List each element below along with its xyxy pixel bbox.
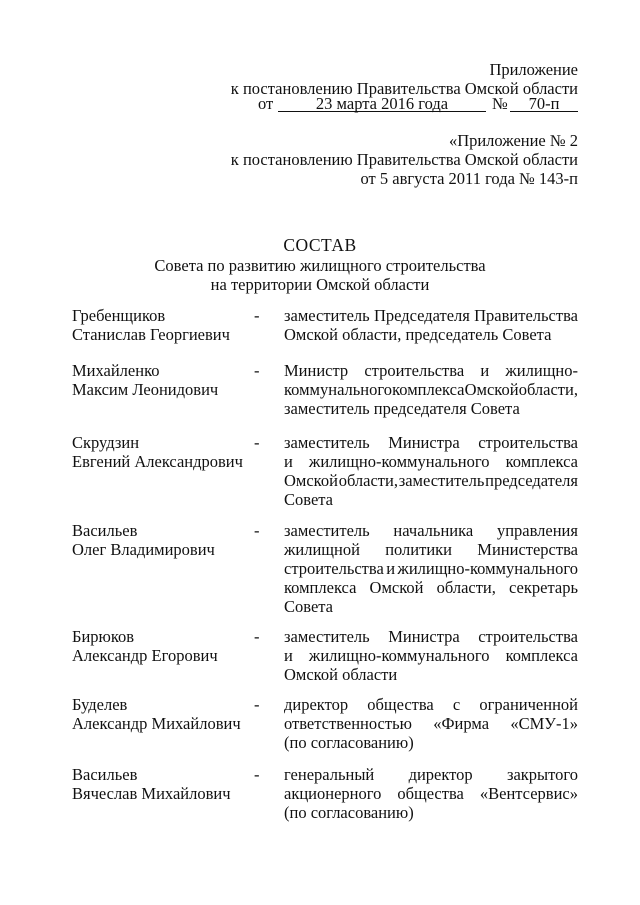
member-name (72, 522, 252, 560)
title-line-3: на территории Омской области (210, 275, 430, 294)
number-field: 70-п (510, 95, 578, 112)
position-line (284, 491, 578, 510)
member-dash: - (254, 765, 260, 784)
member-surname: Васильев (72, 521, 138, 540)
position-word: Министра (388, 627, 460, 646)
position-word: Совета (284, 597, 334, 616)
position-word: председателя (485, 471, 578, 490)
position-line (284, 362, 578, 381)
position-line (284, 453, 578, 472)
position-word: области, (518, 380, 578, 399)
position-word: комплекса (392, 380, 465, 399)
member-position (284, 434, 578, 510)
position-line (284, 734, 578, 753)
position-word: Омской области, председатель Совета (284, 325, 552, 344)
position-word: комплекса (284, 578, 357, 597)
member-dash: - (254, 521, 260, 540)
title-line-2: Совета по развитию жилищного строительства (154, 256, 486, 275)
position-word: Совета (284, 490, 334, 509)
member-surname: Скрудзин (72, 433, 140, 452)
position-word: ограниченной (479, 695, 578, 714)
position-word: Министр (284, 361, 349, 380)
member-given-names: Вячеслав Михайлович (72, 784, 231, 803)
quote-appendix-to: к постановлению Правительства Омской области (230, 150, 578, 169)
member-name (72, 628, 252, 666)
position-word: Омской (464, 380, 519, 399)
position-line (284, 381, 578, 400)
position-line (284, 628, 578, 647)
position-word: и (284, 452, 293, 471)
member-dash: - (254, 361, 260, 380)
position-word: заместитель председателя Совета (284, 399, 520, 418)
member-dash: - (254, 627, 260, 646)
number-label: № (492, 94, 508, 113)
member-name (72, 766, 252, 804)
position-line (284, 434, 578, 453)
position-line (284, 647, 578, 666)
position-word: Министра (388, 433, 460, 452)
position-word: и (386, 559, 396, 578)
position-word: закрытого (506, 765, 578, 784)
position-line (284, 307, 578, 326)
position-line (284, 666, 578, 685)
member-name (72, 307, 252, 345)
position-word: строительства (364, 361, 465, 380)
member-dash: - (254, 695, 260, 714)
position-word: Омской (284, 471, 338, 490)
position-line (284, 766, 578, 785)
position-word: и (284, 646, 293, 665)
position-word: директор (408, 765, 473, 784)
position-word: жилищной (284, 540, 360, 559)
member-given-names: Александр Егорович (72, 646, 218, 665)
position-word: заместитель (284, 433, 370, 452)
member-surname: Гребенщиков (72, 306, 166, 325)
position-word: заместитель (284, 521, 370, 540)
quote-appendix-label: «Приложение № 2 (448, 131, 578, 150)
member-name (72, 696, 252, 734)
quote-appendix-date: от 5 августа 2011 года № 143-п (360, 169, 578, 188)
member-position (284, 696, 578, 753)
position-word: ответственностью (284, 714, 412, 733)
position-word: заместитель (284, 627, 370, 646)
position-word: Председателя (373, 306, 470, 325)
member-position (284, 307, 578, 345)
position-word: начальника (393, 521, 474, 540)
position-word: политики (385, 540, 453, 559)
position-word: «Фирма (433, 714, 490, 733)
member-dash: - (254, 433, 260, 452)
position-word: области, (338, 471, 398, 490)
member-name (72, 434, 252, 472)
position-line (284, 522, 578, 541)
position-line (284, 579, 578, 598)
member-position (284, 766, 578, 823)
member-position (284, 522, 578, 617)
position-line (284, 696, 578, 715)
appendix-label: Приложение (489, 60, 578, 79)
position-word: секретарь (509, 578, 578, 597)
position-word: комплекса (505, 452, 578, 471)
title-main: СОСТАВ (283, 235, 357, 255)
position-word: (по согласованию) (284, 733, 414, 752)
position-word: акционерного (284, 784, 382, 803)
position-word: общества (367, 695, 434, 714)
position-word: строительства (284, 559, 384, 578)
position-word: (по согласованию) (284, 803, 414, 822)
document-title (0, 236, 640, 295)
member-surname: Михайленко (72, 361, 160, 380)
position-word: управления (496, 521, 578, 540)
position-line (284, 804, 578, 823)
position-word: комплекса (505, 646, 578, 665)
position-word: жилищно- (505, 361, 578, 380)
member-given-names: Максим Леонидович (72, 380, 219, 399)
member-given-names: Олег Владимирович (72, 540, 215, 559)
position-line (284, 715, 578, 734)
position-word: генеральный (284, 765, 375, 784)
position-line (284, 400, 578, 419)
position-word: общества (397, 784, 464, 803)
position-line (284, 560, 578, 579)
member-surname: Буделев (72, 695, 128, 714)
position-word: с (452, 695, 461, 714)
position-word: строительства (478, 433, 578, 452)
position-word: жилищно-коммунального (308, 646, 490, 665)
date-field: 23 марта 2016 года (278, 95, 486, 112)
position-line (284, 472, 578, 491)
position-word: Омской (369, 578, 424, 597)
position-line (284, 541, 578, 560)
member-surname: Васильев (72, 765, 138, 784)
position-word: жилищно-коммунального (397, 559, 578, 578)
member-position (284, 628, 578, 685)
position-word: заместитель (398, 471, 485, 490)
position-word: Правительства (474, 306, 578, 325)
quoted-appendix-header (231, 132, 578, 189)
member-given-names: Александр Михайлович (72, 714, 241, 733)
position-word: строительства (478, 627, 578, 646)
position-word: директор (284, 695, 349, 714)
from-label: от (258, 94, 274, 113)
position-line (284, 598, 578, 617)
member-dash: - (254, 306, 260, 325)
position-word: заместитель (284, 306, 370, 325)
resolution-date-line (258, 95, 578, 114)
member-name (72, 362, 252, 400)
position-word: и (480, 361, 490, 380)
position-word: «СМУ-1» (510, 714, 578, 733)
position-line (284, 326, 578, 345)
position-word: области, (436, 578, 496, 597)
position-word: Омской области (284, 665, 398, 684)
member-surname: Бирюков (72, 627, 135, 646)
member-given-names: Станислав Георгиевич (72, 325, 230, 344)
position-line (284, 785, 578, 804)
member-position (284, 362, 578, 419)
position-word: коммунального (284, 380, 392, 399)
position-word: жилищно-коммунального (308, 452, 490, 471)
position-word: «Вентсервис» (479, 784, 578, 803)
member-given-names: Евгений Александрович (72, 452, 243, 471)
appendix-to: к постановлению Правительства Омской области (230, 79, 578, 98)
position-word: Министерства (477, 540, 578, 559)
